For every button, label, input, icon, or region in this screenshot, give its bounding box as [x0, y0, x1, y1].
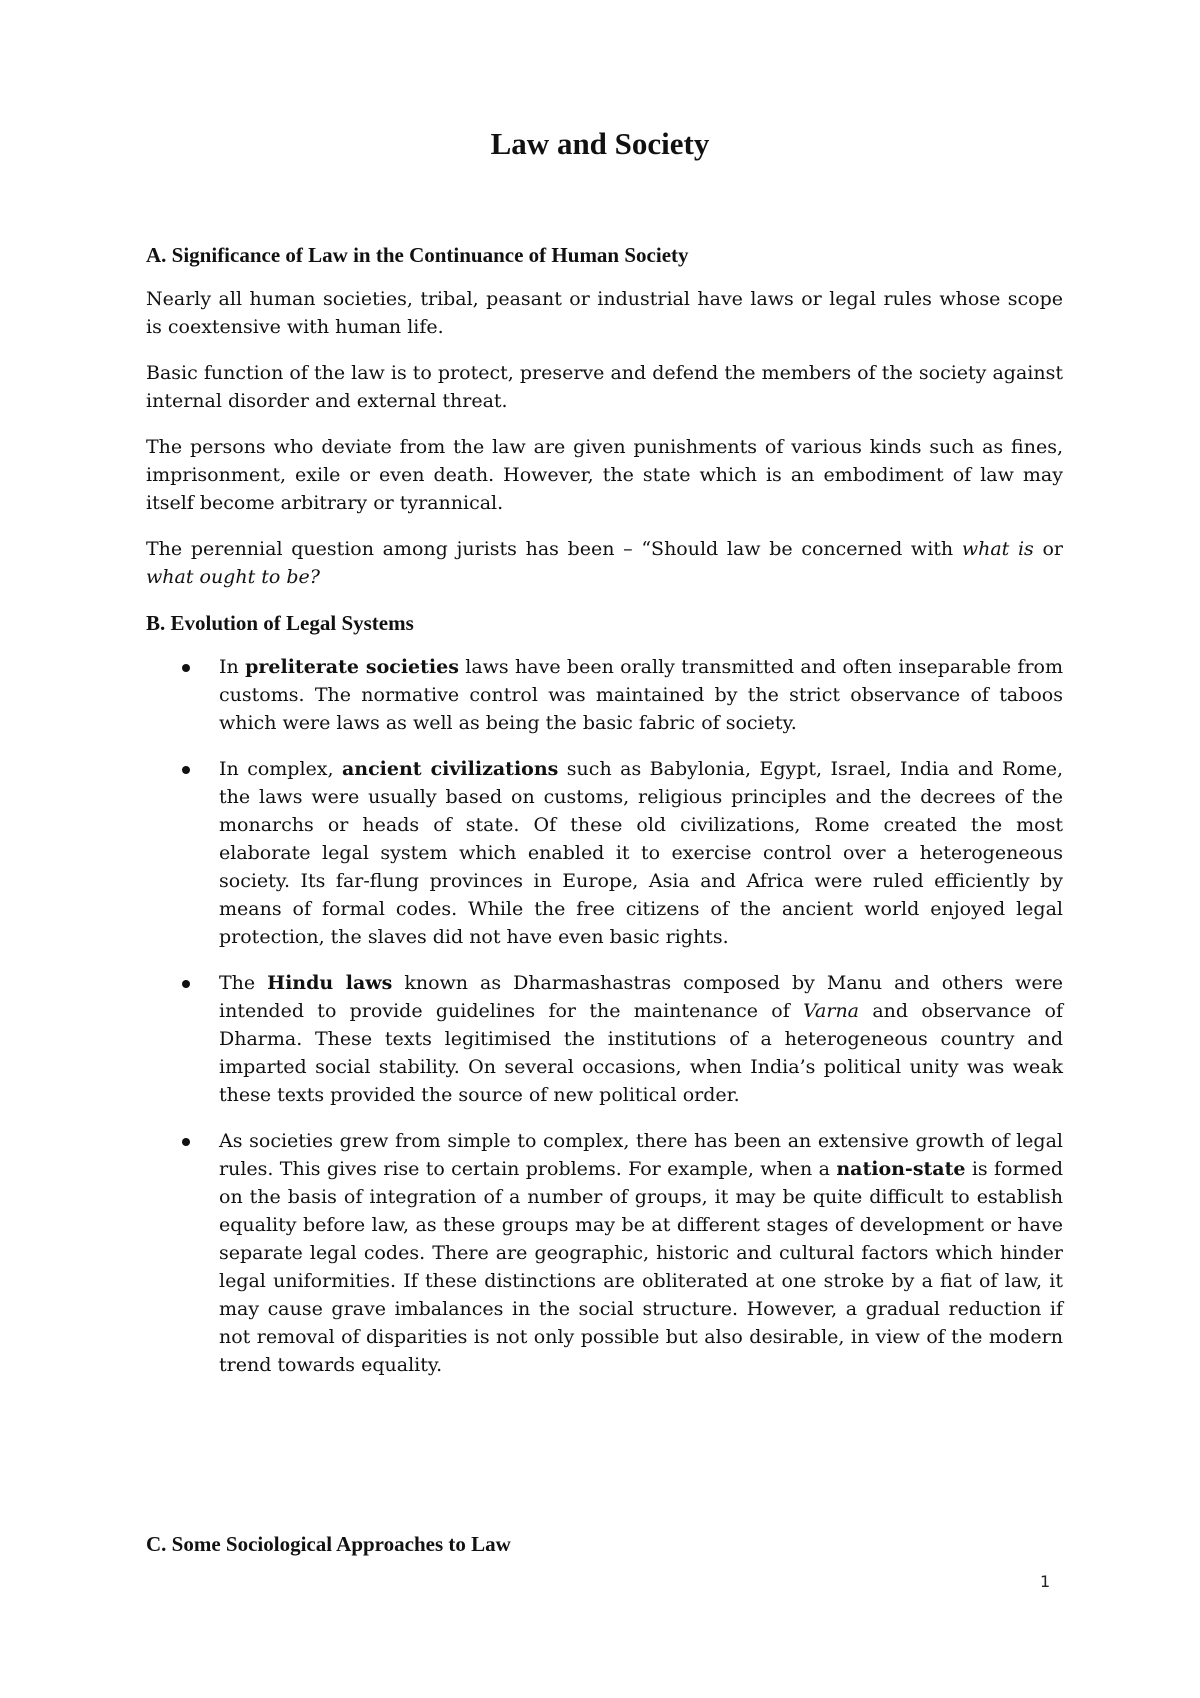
section-b-bullet-list	[146, 653, 1063, 1379]
bullet-4-pre: As societies grew from simple to complex, there has been an extensive growth of legal rules. This gives rise to certain problems. For example, when a	[219, 1130, 1063, 1180]
question-italic-what-ought: what ought to be?	[146, 566, 320, 588]
bullet-dot-icon	[182, 980, 190, 988]
bullet-3-post: and observance of Dharma. These texts legitimised the institutions of a heterogeneous country and imparted social stability. On several occasions, when India’s political unity was weak these texts provided the source of new political order.	[219, 1000, 1063, 1106]
bullet-3-pre: The	[219, 972, 268, 994]
bullet-3-mid: known as Dharmashastras composed by Manu and others were intended to provide guidelines for the maintenance of	[219, 972, 1064, 1022]
question-text-start: The perennial question among jurists has been – “Should law be concerned with	[146, 538, 962, 560]
bullet-1-bold: preliterate societies	[245, 656, 459, 678]
question-italic-what-is: what is	[961, 538, 1034, 560]
bullet-ancient-civilizations	[146, 755, 1063, 951]
bullet-dot-icon	[182, 1138, 190, 1146]
bullet-1-post: laws have been orally transmitted and often inseparable from customs. The normative control was maintained by the strict observance of taboos which were laws as well as being the basic fabric of society.	[219, 656, 1063, 734]
bullet-2-pre: In complex,	[219, 758, 342, 780]
section-a-question-paragraph	[146, 535, 1063, 591]
bullet-hindu-laws	[146, 969, 1063, 1109]
question-text-middle: or	[1033, 538, 1063, 560]
bullet-nation-state	[146, 1127, 1063, 1379]
bullet-dot-icon	[182, 766, 190, 774]
bullet-2-bold: ancient civilizations	[341, 758, 559, 780]
document-body	[146, 241, 1063, 1397]
bullet-4-post: is formed on the basis of integration of a number of groups, it may be quite difficult to establish equality before law, as these groups may be at different stages of development or have separate legal codes. There are geographic, historic and cultural factors which hinder legal uniformities. If these distinctions are obliterated at one stroke by a fiat of law, it may cause grave imbalances in the social structure. However, a gradual reduction if not removal of disparities is not only possible but also desirable, in view of the modern trend towards equality.	[219, 1158, 1063, 1376]
section-c-heading: C. Some Sociological Approaches to Law	[146, 1532, 511, 1556]
bullet-2-post: such as Babylonia, Egypt, Israel, India and Rome, the laws were usually based on customs, religious principles and the decrees of the monarchs or heads of state. Of these old civilizations, Rome created the most elaborate legal system which enabled it to exercise control over a heterogeneous society. Its far-flung provinces in Europe, Asia and Africa were ruled efficiently by means of formal codes. While the free citizens of the ancient world enjoyed legal protection, the slaves did not have even basic rights.	[219, 758, 1063, 948]
section-b-heading: B. Evolution of Legal Systems	[146, 611, 414, 635]
section-a-paragraph-3: The persons who deviate from the law are given punishments of various kinds such as fines, imprisonment, exile or even death. However, the state which is an embodiment of law may itself become arbitrary or tyrannical.	[146, 436, 1063, 514]
bullet-3-italic: Varna	[803, 1000, 860, 1022]
bullet-dot-icon	[182, 664, 190, 672]
bullet-4-bold: nation-state	[836, 1158, 966, 1180]
document-title: Law and Society	[490, 126, 710, 161]
bullet-3-bold: Hindu laws	[267, 972, 393, 994]
page-number: 1	[1040, 1572, 1051, 1591]
section-a-paragraph-1: Nearly all human societies, tribal, peasant or industrial have laws or legal rules whose scope is coextensive with human life.	[146, 288, 1063, 338]
section-a-heading: A. Significance of Law in the Continuance of Human Society	[146, 243, 689, 267]
section-a-paragraph-2: Basic function of the law is to protect, preserve and defend the members of the society against internal disorder and external threat.	[146, 362, 1063, 412]
bullet-preliterate-societies	[146, 653, 1063, 737]
bullet-1-pre: In	[219, 656, 246, 678]
